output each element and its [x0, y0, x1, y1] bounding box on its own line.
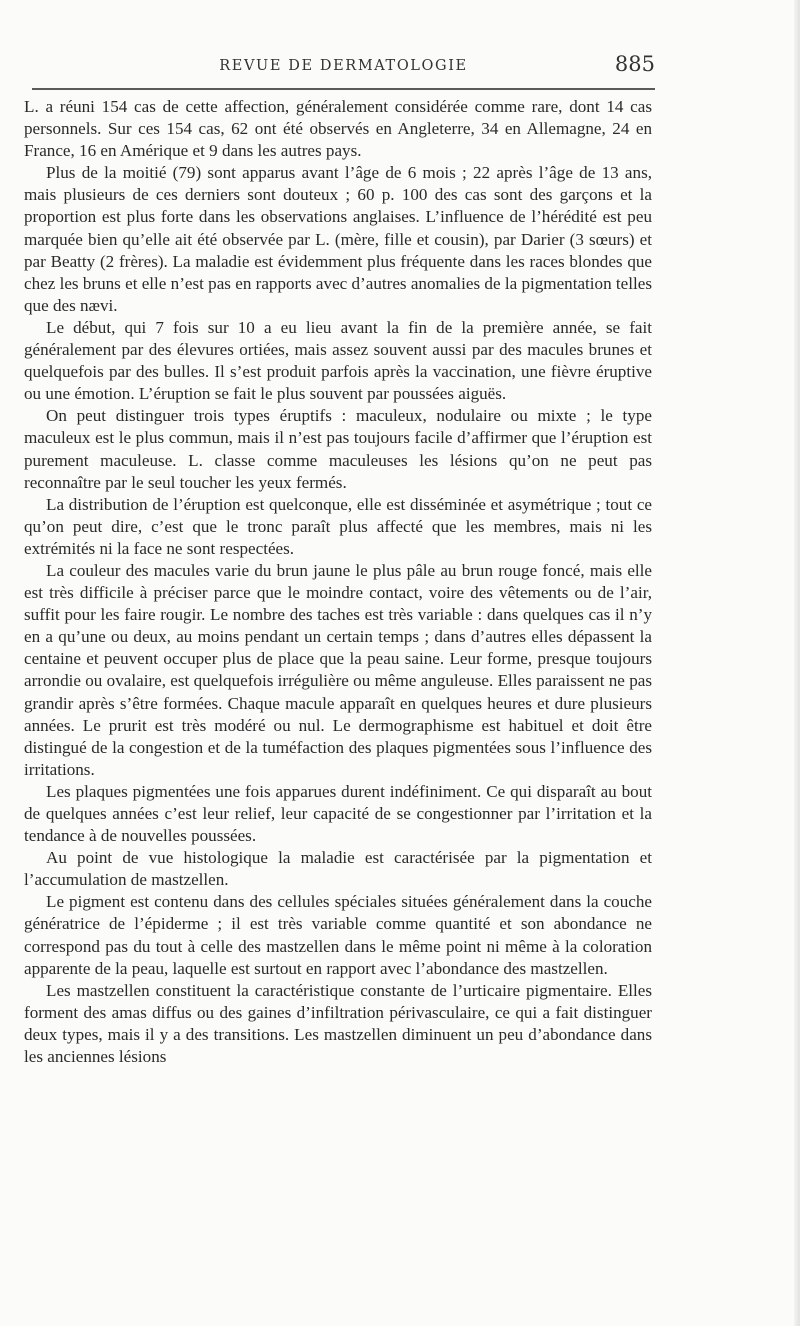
paragraph-distribution: La distribution de l’éruption est quelconque, elle est disséminée et asymétrique ; tout ce qu’on peut dire, c’est que le tronc paraît plus affecté que les membres, mais ni les extrémités ni la face ne sont respectées.: [24, 494, 652, 558]
paragraph-pigment: Le pigment est contenu dans des cellules spéciales situées généralement dans la couche génératrice de l’épiderme ; il est très variable comme quantité et son abondance ne correspond pas du tout à celle des mastzellen dans le même point ni même à la coloration apparente de la peau, laquelle est surtout en rapport avec l’abondance des mastzellen.: [24, 892, 652, 978]
paragraph-histology: Au point de vue histologique la maladie est caractérisée par la pigmentation et l’accumulation de mastzellen.: [24, 848, 652, 890]
paragraph-macule-color: La couleur des macules varie du brun jaune le plus pâle au brun rouge foncé, mais elle est très difficile à préciser parce que le moindre contact, voire des vêtements ou de l’air, suffit pour les faire rougir. Le nombre des taches est très variable : dans quelques cas il n’y en a qu’une ou deux, au moins pendant un certain temps ; dans d’autres elles dépassent la centaine et peuvent occuper plus de place que la peau saine. Leur forme, presque toujours arrondie ou ovalaire, est quelquefois irrégulière ou même anguleuse. Elles paraissent ne pas grandir après s’être formées. Chaque macule apparaît en quelques heures et dure plusieurs années. Le prurit est très modéré ou nul. Le dermographisme est habituel et doit être distingué de la congestion et de la tuméfaction des plaques pigmentées sous l’influence des irritations.: [24, 560, 652, 779]
paragraph-onset: Le début, qui 7 fois sur 10 a eu lieu avant la fin de la première année, se fait généralement par des élevures ortiées, mais assez souvent aussi par des macules brunes et quelquefois par des bulles. Il s’est produit parfois après la vaccination, une fièvre éruptive ou une émotion. L’éruption se fait le plus souvent par poussées aiguës.: [24, 317, 652, 404]
header-rule: [32, 88, 655, 90]
running-head: [32, 52, 655, 82]
paragraph-plaque-duration: Les plaques pigmentées une fois apparues durent indéfiniment. Ce qui disparaît au bout de quelques années c’est leur relief, leur capacité de se congestionner par l’irritation et la tendance à de nouvelles poussées.: [24, 781, 652, 846]
paragraph-age-heredity: Plus de la moitié (79) sont apparus avant l’âge de 6 mois ; 22 après l’âge de 13 ans, mais plusieurs de ces derniers sont douteux ; 60 p. 100 des cas sont des garçons et la proportion est plus forte dans les observations anglaises. L’influence de l’hérédité est peu marquée bien qu’elle ait été observée par L. (mère, fille et cousin), par Darier (3 sœurs) et par Beatty (2 frères). La maladie est évidemment plus fréquente dans les races blondes que chez les bruns et elle n’est pas en rapports avec d’autres anomalies de la pigmentation telles que des nævi.: [24, 163, 652, 315]
running-title: REVUE DE DERMATOLOGIE: [219, 58, 468, 74]
page-gutter-shadow: [794, 0, 800, 1326]
paragraph-statistics: L. a réuni 154 cas de cette affection, généralement considérée comme rare, dont 14 cas personnels. Sur ces 154 cas, 62 ont été observés en Angleterre, 34 en Allemagne, 24 en France, 16 en Amérique et 9 dans les autres pays.: [24, 97, 652, 161]
page-number: 885: [614, 52, 655, 76]
body-text: [24, 96, 652, 1068]
paragraph-mastzellen: Les mastzellen constituent la caractéristique constante de l’urticaire pigmentaire. Elles forment des amas diffus ou des gaines d’infiltration périvasculaire, ce qui a fait distinguer deux types, mais il y a des transitions. Les mastzellen diminuent un peu d’abondance dans les anciennes lésions: [24, 980, 652, 1067]
paragraph-eruptive-types: On peut distinguer trois types éruptifs : maculeux, nodulaire ou mixte ; le type maculeux est le plus commun, mais il n’est pas toujours facile d’affirmer que l’éruption est purement maculeuse. L. classe comme maculeuses les lésions qu’on ne peut pas reconnaître par le seul toucher les yeux fermés.: [24, 406, 652, 492]
